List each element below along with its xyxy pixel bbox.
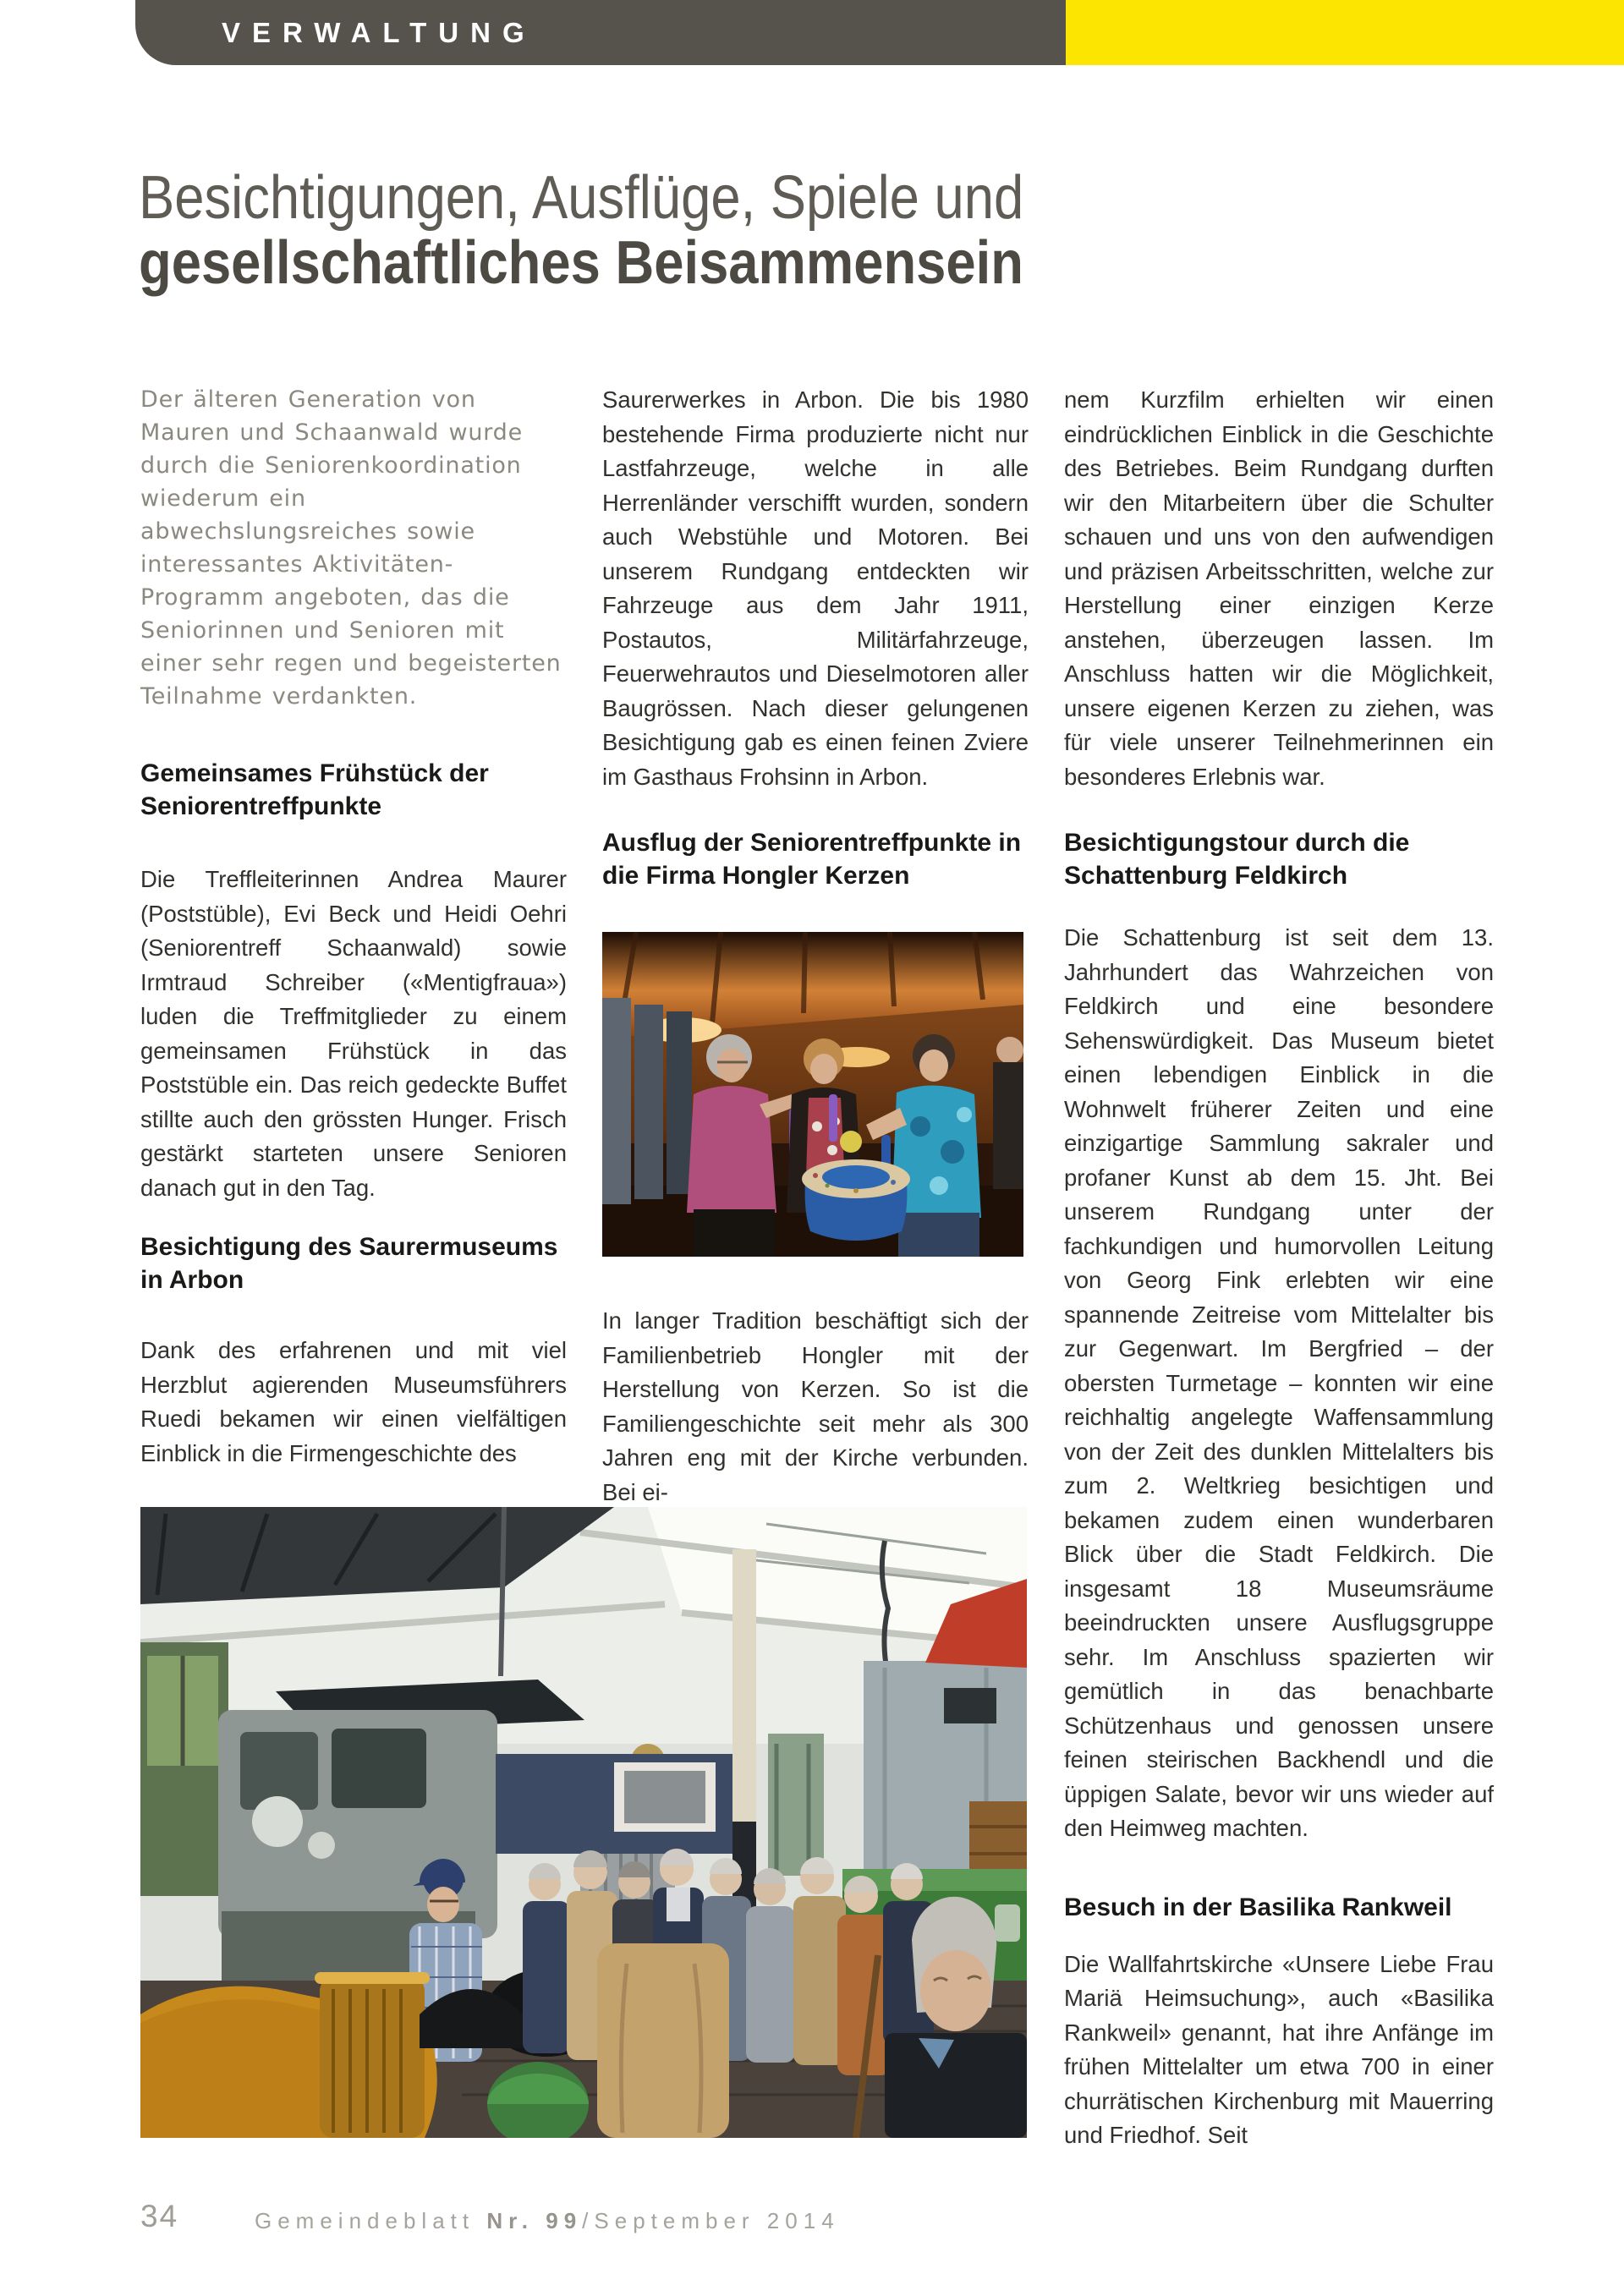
heading-schattenburg: Besichtigungstour durch die Schattenburg Feldkirch	[1064, 829, 1410, 890]
paragraph-schattenburg: Die Schattenburg ist seit dem 13. Jahrhundert das Wahrzeichen von Feldkirch und eine besondere Sehenswürdigkeit. Das Museum bietet einen lebendigen Einblick in die Wohnwelt früherer Zeiten und eine einzigartige Sammlung sakraler und profaner Kunst ab dem 15. Jht. Bei unserem Rundgang unter der fachkundigen und humorvollen Leitung von Georg Fink erlebten wir eine spannende Zeitreise vom Mittelalter bis zur Gegenwart. Im Bergfried – der obersten Turmetage – konnten wir eine reichhaltig angelegte Waffensammlung von der Zeit des dunklen Mittelalters bis zum 2. Weltkrieg besichtigen und bekamen zudem einen wunderbaren Blick über die Stadt Feldkirch. Die insgesamt 18 Museumsräume beeindruckten unsere Ausflugsgruppe sehr. Im Anschluss spazierten wir gemütlich in das benachbarte Schützenhaus und genossen unsere feinen steirischen Backhendl und die üppigen Salate, bevor wir uns wieder auf den Heimweg machten.	[1064, 924, 1494, 1841]
accent-yellow-bar	[1066, 0, 1624, 65]
section-label: VERWALTUNG	[222, 16, 536, 48]
page-number: 34	[140, 2199, 179, 2233]
photo-saurer-museum	[140, 1507, 1027, 2138]
article-title-line1: Besichtigungen, Ausflüge, Spiele und	[139, 164, 1024, 232]
section-header-bar	[135, 0, 1066, 65]
article-title	[139, 166, 1144, 296]
heading-gemeinsames-fruehstueck: Gemeinsames Frühstück der Seniorentreffpunkte	[140, 759, 489, 820]
paragraph-hongler-continued: nem Kurzfilm erhielten wir einen eindrücklichen Einblick in die Geschichte des Betriebes. Beim Rundgang durften wir den Mitarbeitern über die Schulter schauen und uns von den aufwendigen und präzisen Arbeitsschritten, welche zur Herstellung einer einzigen Kerze anstehen, überzeugen lassen. Im Anschluss hatten wir die Möglichkeit, unsere eigenen Kerzen zu ziehen, was für viele unserer Teilnehmerinnen ein besonderes Erlebnis war.	[1064, 386, 1494, 790]
footer-publication-line	[255, 2208, 840, 2234]
paragraph-saurermuseum-continued: Saurerwerkes in Arbon. Die bis 1980 bestehende Firma produzierte nicht nur Lastfahrzeuge, welche in alle Herrenländer verschifft wurden, sondern auch Webstühle und Motoren. Bei unserem Rundgang entdeckten wir Fahrzeuge aus dem Jahr 1911, Postautos, Militärfahrzeuge, Feuerwehrautos und Dieselmotoren aller Baugrössen. Nach dieser gelungenen Besichtigung gab es einen feinen Zviere im Gasthaus Frohsinn in Arbon.	[602, 386, 1029, 790]
paragraph-fruehstueck: Die Treffleiterinnen Andrea Maurer (Poststüble), Evi Beck und Heidi Oehri (Seniorentreff Schaanwald) sowie Irmtraud Schreiber («Mentigfraua») luden die Treffmitglieder zu einem gemeinsamen Frühstück in das Poststüble ein. Das reich gedeckte Buffet stillte auch den grössten Hunger. Frisch gestärkt starteten unsere Senioren danach gut in den Tag.	[140, 866, 567, 1201]
article-title-line2: gesellschaftliches Beisammensein	[139, 229, 1023, 297]
saurer-museum-photo-image	[140, 1507, 1027, 2138]
candle-workshop-photo-image	[602, 932, 1023, 1257]
paragraph-basilika: Die Wallfahrtskirche «Unsere Liebe Frau Mariä Heimsuchung», auch «Basilika Rankweil» genannt, hat ihre Anfänge im frühen Mittelalter um etwa 700 in einer churrätischen Kirchenburg mit Mauerring und Friedhof. Seit	[1064, 1950, 1494, 2148]
footer-issue: Nr. 99	[486, 2208, 583, 2233]
column-2	[602, 383, 1029, 1510]
footer-publication: Gemeindeblatt	[255, 2208, 475, 2233]
paragraph-saurermuseum: Dank des erfahrenen und mit viel Herzblut agierenden Museumsführers Ruedi bekamen wir einen vielfältigen Einblick in die Firmengeschichte des	[140, 1337, 567, 1466]
heading-hongler-kerzen: Ausflug der Seniorentreffpunkte in die Firma Hongler Kerzen	[602, 829, 1022, 890]
lead-paragraph: Der älteren Generation von Mauren und Schaanwald wurde durch die Seniorenkoordination wiederum ein abwechslungsreiches sowie interessantes Aktivitäten-Programm angeboten, das die Seniorinnen und Senioren mit einer sehr regen und begeisterten Teilnahme verdankten.	[140, 386, 562, 710]
footer-date: September 2014	[594, 2208, 840, 2233]
heading-saurermuseum: Besichtigung des Saurermuseums in Arbon	[140, 1233, 558, 1294]
photo-candle-workshop	[602, 932, 1023, 1257]
paragraph-hongler-tradition: In langer Tradition beschäftigt sich der Familienbetrieb Hongler mit der Herstellung von Kerzen. So ist die Familiengeschichte seit mehr als 300 Jahren eng mit der Kirche verbunden. Bei ei-	[602, 1307, 1029, 1505]
footer-separator: /	[582, 2208, 595, 2233]
column-3	[1064, 383, 1494, 2153]
column-1	[140, 383, 567, 1471]
heading-basilika-rankweil: Besuch in der Basilika Rankweil	[1064, 1893, 1452, 1921]
